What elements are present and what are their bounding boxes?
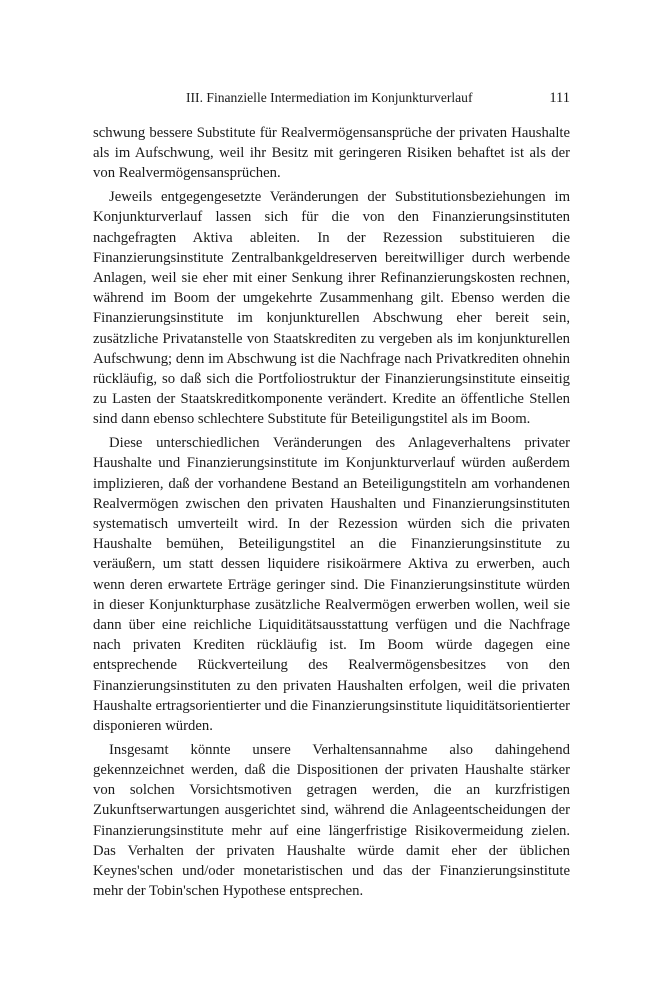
paragraph-substitution: Jeweils entgegengesetzte Veränderungen der Substitutionsbeziehungen im Konjunkturverlauf lassen sich für die von den Finanzierungsinstituten nachgefragten Aktiva ableiten. In der Rezession substituieren die Finanzierungsinstitute Zentralbankgeldreserven bereitwilliger durch werbende Anlagen, weil sie eher mit einer Senkung ihrer Refinanzierungskosten rechnen, während im Boom der umgekehrte Zusammenhang gilt. Ebenso werden die Finanzierungsinstitute im konjunkturellen Abschwung eher bereit sein, zusätzliche Privatanstelle von Staatskrediten zu vergeben als im konjunkturellen Aufschwung; denn im Abschwung ist die Nachfrage nach Privatkrediten ohnehin rückläufig, so daß sich die Portfoliostruktur der Finanzierungsinstitute einseitig zu Lasten der Staatskreditkomponente verändert. Kredite an öffentliche Stellen sind dann ebenso schlechtere Substitute für Beteiligungstitel als im Boom.: [93, 189, 570, 428]
paragraph-summary: Insgesamt könnte unsere Verhaltensannahme also dahingehend gekennzeichnet werden, daß die Dispositionen der privaten Haushalte stärker von solchen Vorsichtsmotiven getragen werden, die an kurzfristigen Zukunftserwartungen ausgerichtet sind, während die Anlageentscheidungen der Finanzierungsinstitute mehr auf eine längerfristige Risikovermeidung zielen. Das Verhalten der privaten Haushalte würde damit eher der üblichen Keynes'schen und/oder monetaristischen und das der Finanzierungsinstitute mehr der Tobin'schen Hypothese entsprechen.: [93, 741, 570, 900]
paragraph-investment-behavior: Diese unterschiedlichen Veränderungen des Anlageverhaltens privater Haushalte und Finanzierungsinstitute im Konjunkturverlauf würden außerdem implizieren, daß der vorhandene Bestand an Beteiligungstiteln am vorhandenen Realvermögen zwischen den privaten Haushalten und Finanzierungsinstituten systematisch umverteilt wird. In der Rezession würden sich die privaten Haushalte bemühen, Beteiligungstitel an die Finanzierungsinstitute zu veräußern, um statt dessen liquidere risikoärmere Aktiva zu erwerben, auch wenn deren erwartete Erträge geringer sind. Die Finanzierungsinstitute würden in dieser Konjunkturphase zusätzliche Realvermögen erwerben wollen, weil sie dann über eine reichliche Liquiditätsausstattung verfügen und die Nachfrage nach privaten Krediten rückläufig ist. Im Boom würde dagegen eine entsprechende Rückverteilung des Realvermögensbesitzes von den Finanzierungsinstituten zu den privaten Haushalten erfolgen, weil die privaten Haushalte ertragsorientierter und die Finanzierungsinstitute liquiditätsorientierter disponieren würden.: [93, 435, 570, 735]
paragraph-continuation: schwung bessere Substitute für Realvermögensansprüche der privaten Haushalte als im Aufschwung, weil ihr Besitz mit geringeren Risiken behaftet ist als der von Realvermögensansprüchen.: [93, 125, 570, 182]
body-text: [93, 123, 570, 905]
running-title: III. Finanzielle Intermediation im Konjunkturverlauf: [186, 90, 473, 105]
page-number: 111: [549, 90, 570, 106]
running-head: [186, 88, 570, 108]
